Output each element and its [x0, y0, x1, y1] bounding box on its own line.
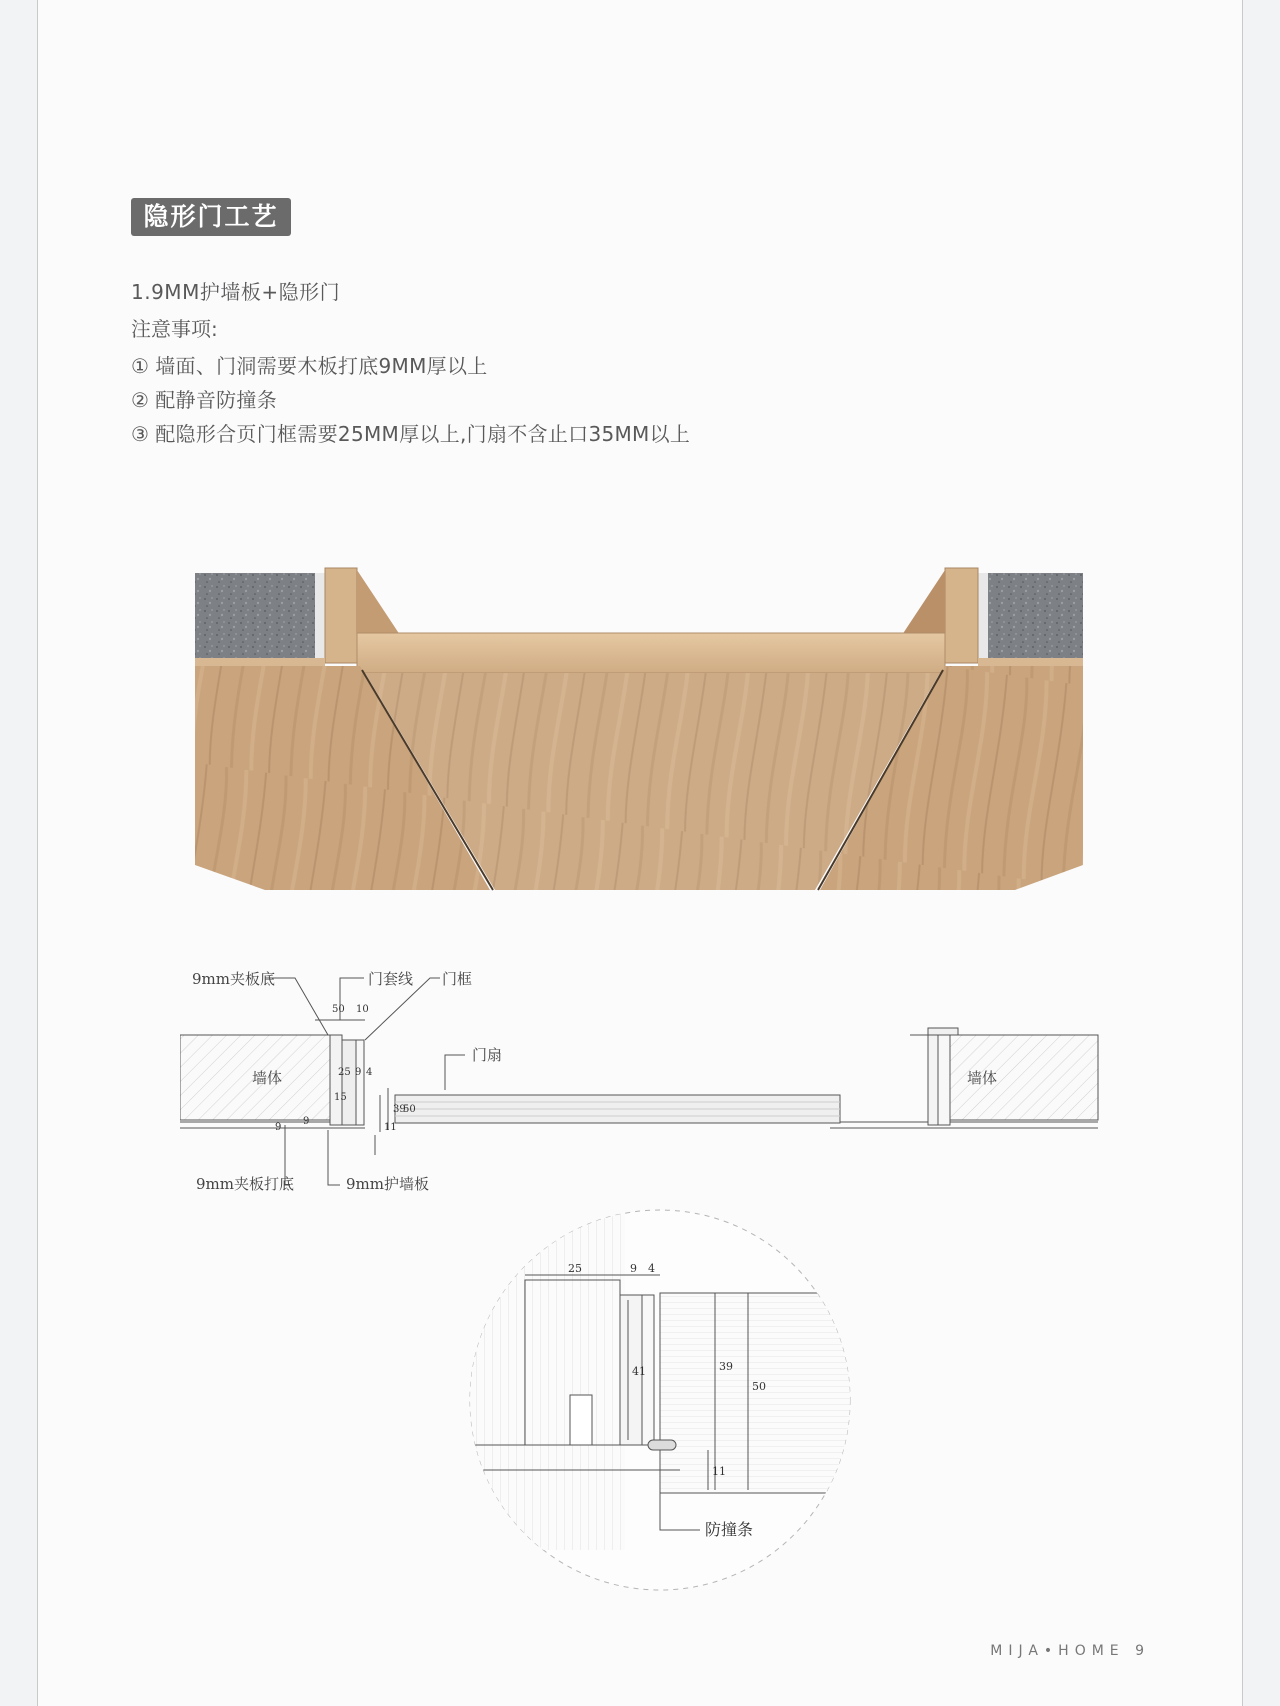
- dim-label: 11: [384, 1122, 397, 1133]
- note-text: 墙面、门洞需要木板打底9MM厚以上: [155, 354, 488, 378]
- label-casing: 门套线: [368, 970, 414, 988]
- dim-label: 39: [719, 1360, 733, 1373]
- section-drawing: [180, 940, 1100, 1210]
- section-title: 隐形门工艺: [131, 198, 291, 236]
- note-text: 配隐形合页门框需要25MM厚以上,门扇不含止口35MM以上: [155, 422, 691, 446]
- notes-heading: 注意事项:: [131, 317, 218, 341]
- note-text: 配静音防撞条: [155, 388, 278, 412]
- dim-label: 15: [334, 1092, 347, 1103]
- note-number: ②: [131, 388, 150, 412]
- note-3: [131, 418, 690, 447]
- subtitle: 1.9MM护墙板+隐形门: [131, 280, 341, 304]
- label-strip: 防撞条: [705, 1520, 754, 1539]
- label-wall-right: 墙体: [967, 1069, 998, 1087]
- label-panel: 9mm护墙板: [346, 1175, 429, 1193]
- dim-label: 9: [303, 1116, 310, 1127]
- dim-label: 39: [393, 1104, 406, 1115]
- dim-label: 11: [712, 1465, 726, 1478]
- note-2: [131, 384, 277, 413]
- dim-label: 50: [403, 1104, 416, 1115]
- label-leaf: 门扇: [472, 1046, 503, 1064]
- dim-label: 50: [752, 1380, 766, 1393]
- dim-label: 9: [630, 1262, 637, 1275]
- dim-label: 4: [366, 1067, 373, 1078]
- detail-drawing: [460, 1200, 860, 1600]
- dim-label: 25: [338, 1067, 351, 1078]
- dim-label: 9: [355, 1067, 362, 1078]
- dim-label: 4: [648, 1262, 655, 1275]
- dim-label: 10: [356, 1004, 369, 1015]
- label-frame: 门框: [442, 970, 473, 988]
- label-wall-left: 墙体: [252, 1069, 283, 1087]
- dim-label: 50: [332, 1004, 345, 1015]
- label-base-bottom: 9mm夹板打底: [196, 1175, 294, 1193]
- note-number: ①: [131, 354, 150, 378]
- note-number: ③: [131, 422, 150, 446]
- label-base-top: 9mm夹板底: [192, 970, 275, 988]
- dim-label: 41: [632, 1365, 646, 1378]
- note-1: [131, 350, 488, 379]
- door-3d-render: [190, 560, 1090, 900]
- page-footer: MIJA•HOME 9: [990, 1643, 1150, 1659]
- dim-label: 9: [275, 1122, 282, 1133]
- dim-label: 25: [568, 1262, 582, 1275]
